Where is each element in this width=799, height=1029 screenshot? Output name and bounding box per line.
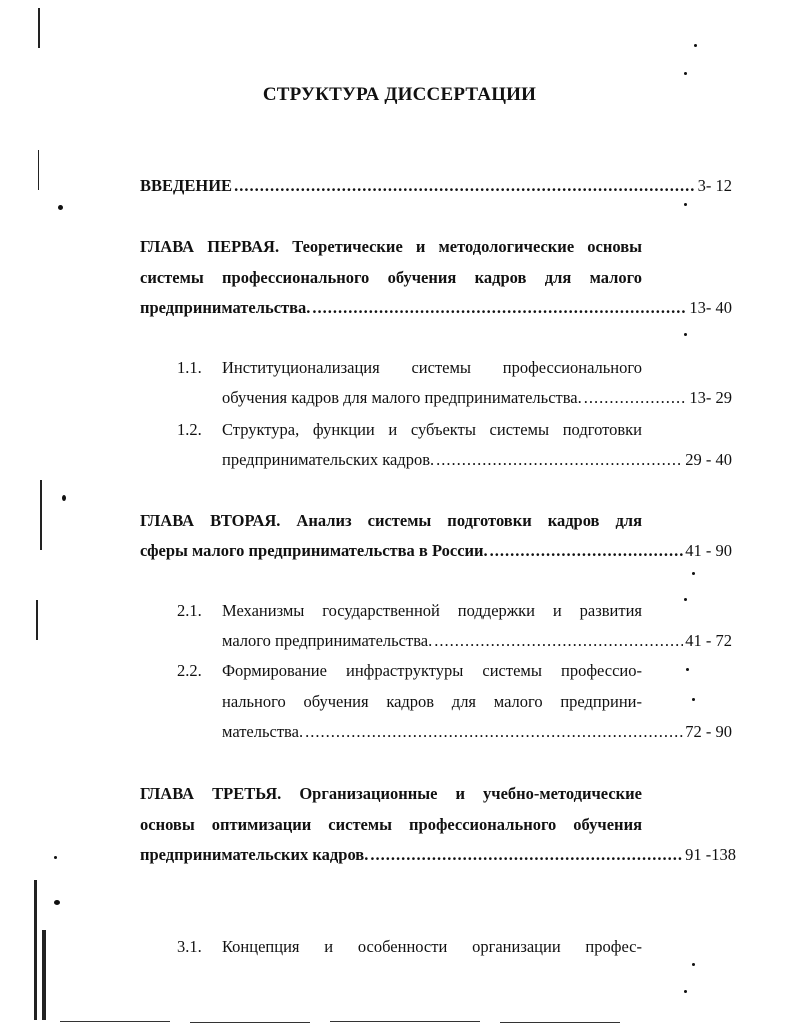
chapter2-heading-line1 [140,511,642,531]
scan-speck [58,205,63,210]
chapter2-line1: ГЛАВА ВТОРАЯ. Анализ системы подготовки кадров для [140,511,642,530]
chapter3-line3: предпринимательских кадров. [140,845,369,864]
toc-leader-dots [312,298,687,318]
section-2-1-line2: малого предпринимательства. ..... 41 - 72 [222,631,732,651]
scan-speck [54,900,60,905]
scan-edge-line [36,600,38,640]
section-1-1-pages: 13- 29 [689,388,732,407]
section-2-1-line1: Механизмы государственной поддержки и развития [222,601,642,620]
chapter1-line3: предпринимательства. [140,298,311,317]
section-1-1-line2: обучения кадров для малого предпринимательства. ..... 13- 29 [222,388,732,408]
scan-speck [684,333,687,336]
section-number: 1.2. [177,420,202,439]
section-2-2-line2: нального обучения кадров для малого предприни- [222,692,642,711]
scan-speck [684,72,687,75]
chapter3-line1: ГЛАВА ТРЕТЬЯ. Организационные и учебно-методические [140,784,642,803]
toc-leader-dots [434,631,683,651]
toc-intro [140,176,732,196]
chapter1-heading-line3 [140,298,732,318]
scan-bottom-rule [190,1022,310,1023]
chapter1-heading-line2 [140,268,642,288]
scan-speck [684,598,687,601]
toc-leader-dots [584,388,688,408]
section-1-2-line1: Структура, функции и субъекты системы подготовки [222,420,642,439]
toc-intro-label: ВВЕДЕНИЕ [140,176,233,195]
toc-leader-dots [436,450,683,470]
chapter3-heading-line1 [140,784,642,804]
scan-bottom-rule [60,1021,170,1022]
section-number: 2.1. [177,601,202,620]
section-2-2-pages: 72 - 90 [685,722,732,741]
scan-bottom-rule [330,1021,480,1022]
scan-edge-line [42,930,46,1020]
toc-intro-pages: 3- 12 [697,176,732,195]
chapter3-line2: основы оптимизации системы профессионального обучения [140,815,642,834]
scan-speck [694,44,697,47]
page-title: СТРУКТУРА ДИССЕРТАЦИИ [262,84,537,105]
toc-leader-dots [305,722,683,742]
scan-bottom-rule [500,1022,620,1023]
toc-leader-dots [370,845,683,865]
scan-speck [686,668,689,671]
chapter1-line2: системы профессионального обучения кадров для малого [140,268,642,287]
section-1-2-line2: предпринимательских кадров. ..... 29 - 40 [222,450,732,470]
chapter3-heading-line3 [140,845,736,865]
scan-speck [692,698,695,701]
scan-speck [684,203,687,206]
section-number: 1.1. [177,358,202,377]
scan-speck [684,990,687,993]
section-2-2-line1: Формирование инфраструктуры системы профессио- [222,661,642,680]
chapter3-pages: 91 -138 [685,845,736,864]
chapter2-heading-line2 [140,541,732,561]
scan-speck [62,495,66,501]
scan-speck [692,963,695,966]
chapter2-pages: 41 - 90 [685,541,732,560]
chapter1-pages: 13- 40 [689,298,732,317]
section-number: 2.2. [177,661,202,680]
chapter1-line1: ГЛАВА ПЕРВАЯ. Теоретические и методологические основы [140,237,642,256]
section-1-2-pages: 29 - 40 [685,450,732,469]
section-3-1-line1: Концепция и особенности организации профес- [222,937,642,956]
toc-leader-dots [490,541,684,561]
scan-speck [54,856,57,859]
scan-edge-line [38,8,40,48]
section-1-1-line1: Институционализация системы профессионального [222,358,642,377]
chapter2-line2: сферы малого предпринимательства в России. [140,541,488,560]
scan-edge-line [40,480,42,550]
scan-edge-line [38,150,39,190]
chapter3-heading-line2 [140,815,642,835]
chapter1-heading-line1 [140,237,642,257]
scan-speck [692,572,695,575]
section-number: 3.1. [177,937,202,956]
section-2-2-line3: мательства. ..... 72 - 90 [222,722,732,742]
scan-edge-line [34,880,37,1020]
toc-leader-dots [234,176,696,196]
section-2-1-pages: 41 - 72 [685,631,732,650]
